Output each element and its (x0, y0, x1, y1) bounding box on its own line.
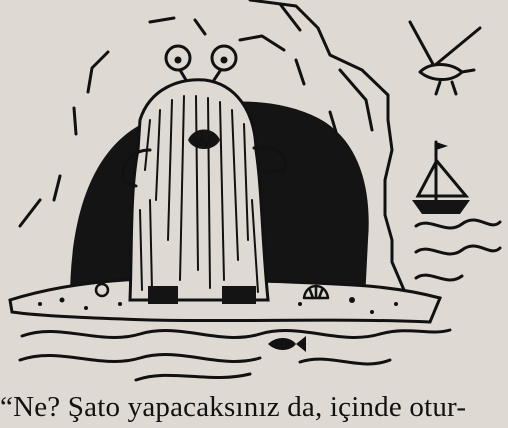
sailboat (412, 142, 470, 214)
sea-waves-right (416, 220, 500, 280)
seagull (410, 22, 480, 94)
fish (268, 336, 306, 352)
body-text-line: “Ne? Şato yapacaksınız da, içinde otur- (0, 391, 467, 423)
sea-waves-bottom (20, 330, 450, 380)
